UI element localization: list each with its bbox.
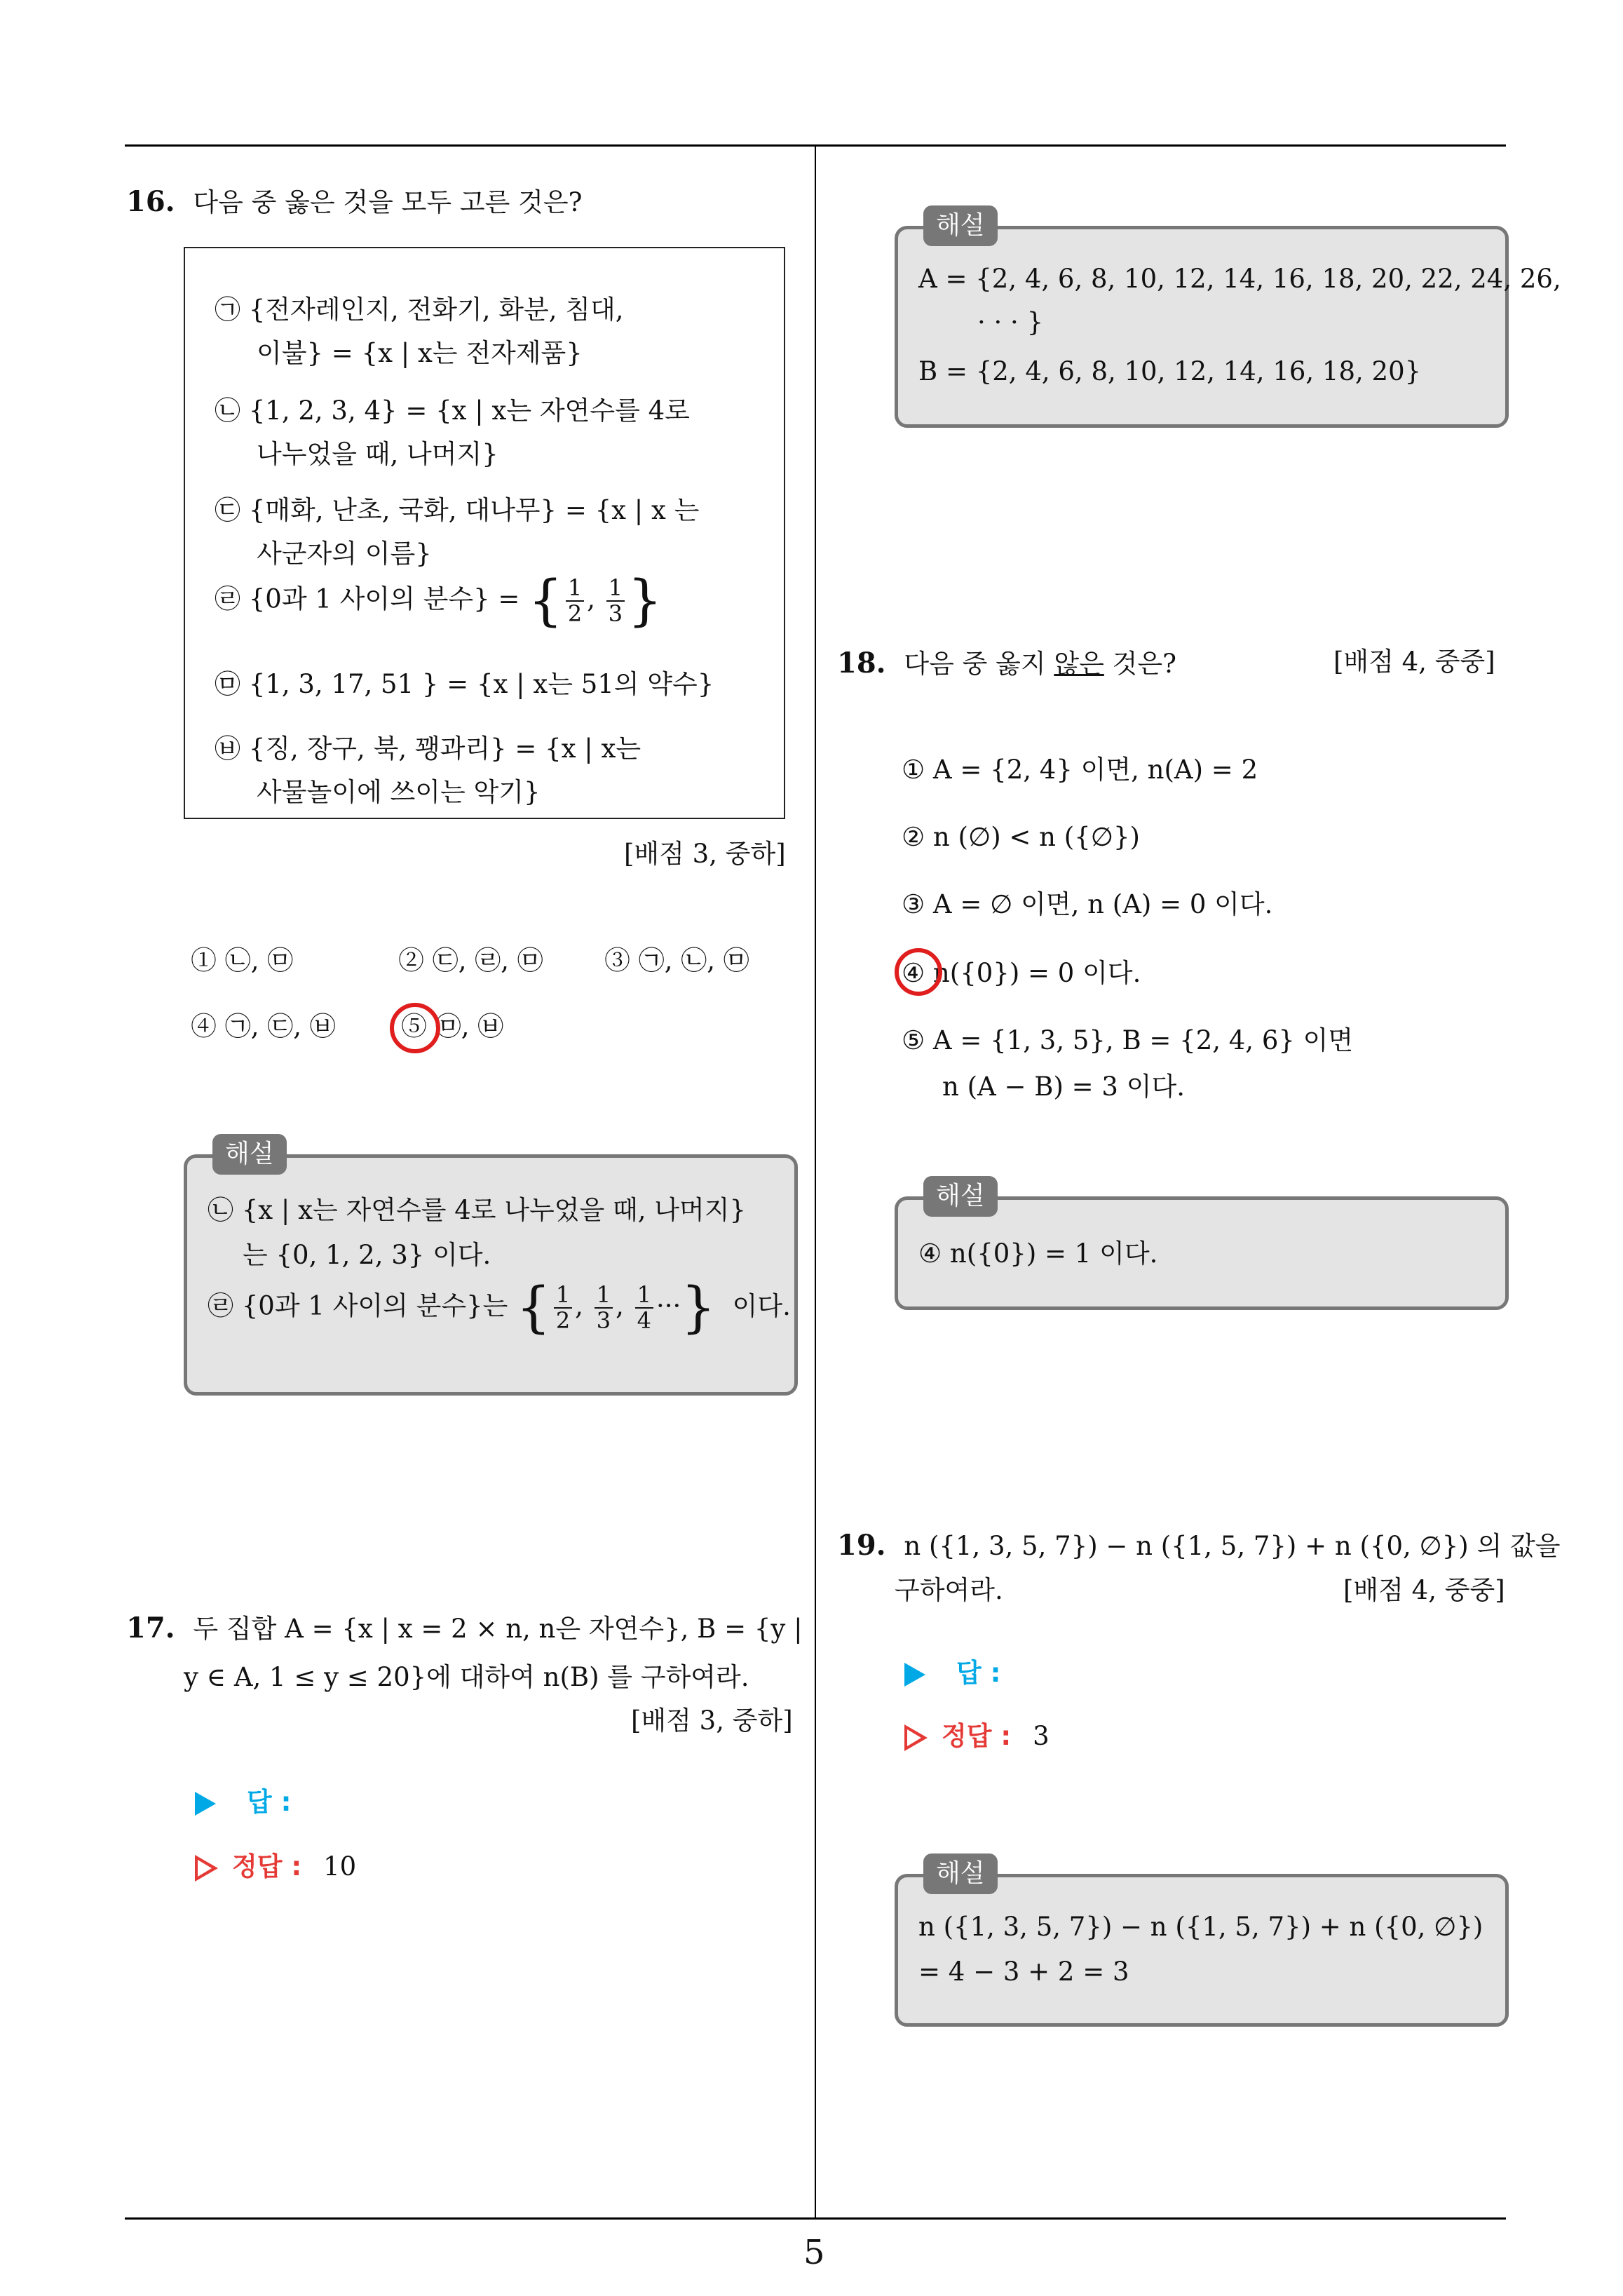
q18-option-5b: n (A − B) = 3 이다. [942, 1072, 1185, 1102]
denominator: 2 [555, 1307, 571, 1334]
q18-text-underlined: 않은 [1054, 649, 1104, 679]
q16-item-b2: 나누었을 때, 나머지} [257, 439, 498, 469]
q19-line1 [837, 1525, 1560, 1567]
solution-label: 해설 [212, 1134, 287, 1175]
brace-open: { [516, 1276, 551, 1339]
q19-solution-box [895, 1859, 1509, 2027]
q17-answer-row [195, 1783, 291, 1822]
denominator: 3 [596, 1307, 611, 1334]
solution-label: 해설 [923, 1176, 998, 1217]
q18-option-1[interactable]: ① A = {2, 4} 이면, n(A) = 2 [902, 755, 1258, 785]
denominator: 4 [637, 1307, 651, 1334]
q16-item-c1: ㉢ {매화, 난초, 국화, 대나무} = {x | x 는 [215, 495, 700, 525]
solution-label: 해설 [923, 1853, 998, 1894]
q19-solution-line1: n ({1, 3, 5, 7}) − n ({1, 5, 7}) + n ({0, ∅}) [918, 1912, 1483, 1942]
page-number: 5 [803, 2233, 825, 2272]
q18-option-5a[interactable]: ⑤ A = {1, 3, 5}, B = {2, 4, 6} 이면 [902, 1025, 1354, 1055]
q18-score: [배점 4, 중중] [1333, 647, 1495, 677]
q16-text: 다음 중 옳은 것을 모두 고른 것은? [193, 187, 583, 217]
q17-number: 17. [126, 1612, 175, 1645]
q16-item-f1: ㉥ {징, 장구, 북, 꽹과리} = {x | x는 [215, 734, 641, 764]
q18-solution-line1: ④ n({0}) = 1 이다. [918, 1238, 1158, 1269]
correct-value: 3 [1033, 1721, 1050, 1751]
bottom-rule [125, 2217, 1506, 2220]
q18-number: 18. [837, 647, 886, 680]
correct-label: 정답 : [232, 1851, 302, 1882]
q16-item-a2: 이불} = {x | x는 전자제품} [257, 338, 583, 368]
outline-triangle-icon [904, 1724, 928, 1751]
q16-choice-1[interactable]: ① ㉡, ㉤ [191, 945, 294, 975]
q17-text-1: 두 집합 A = {x | x = 2 × n, n은 자연수}, B = {y | [193, 1614, 803, 1644]
q17-score: [배점 3, 중하] [631, 1706, 793, 1736]
q16-choice-5[interactable]: ⑤ ㉤, ㉥ [401, 1011, 504, 1041]
brace-close: } [627, 569, 663, 633]
q17-line1 [126, 1607, 803, 1649]
fraction [554, 1283, 572, 1333]
answer-label: 답 : [247, 1787, 292, 1817]
numerator: 1 [554, 1283, 572, 1309]
q16-solution-line3: ㉣ {0과 1 사이의 분수}는 { $\frac{1}{2}$ , $\frac{1}{3}$ , $\frac{1}{4}$ ···} 이다. [208, 1276, 791, 1339]
solution-label: 해설 [923, 205, 998, 246]
q16-item-d: ㉣ {0과 1 사이의 분수} = { $\frac{1}{2}$ , $\frac{1}{3}$ } [215, 569, 663, 633]
numerator: 1 [566, 576, 584, 602]
q16-solution-line1: ㉡ {x | x는 자연수를 4로 나누었을 때, 나머지} [208, 1195, 747, 1225]
q16-item-f2: 사물놀이에 쓰이는 악기} [257, 777, 541, 807]
brace-close: } [681, 1276, 716, 1339]
brace-open: { [528, 569, 563, 633]
q16-header [126, 181, 582, 223]
answer-circle-mark [895, 948, 942, 996]
column-divider [815, 144, 816, 2219]
q16-score: [배점 3, 중하] [624, 839, 786, 869]
q17-line2: y ∈ A, 1 ≤ y ≤ 20}에 대하여 n(B) 를 구하여라. [184, 1662, 749, 1692]
q19-answer-row [904, 1654, 1000, 1693]
q16-number: 16. [126, 185, 175, 218]
q18-text-pre: 다음 중 옳지 [904, 649, 1054, 679]
answer-label: 답 : [956, 1658, 1001, 1688]
q16-solution-line2: 는 {0, 1, 2, 3} 이다. [243, 1240, 491, 1270]
answer-circle-mark [390, 1003, 440, 1053]
q16-item-b1: ㉡ {1, 2, 3, 4} = {x | x는 자연수를 4로 [215, 396, 690, 426]
fraction [566, 576, 584, 626]
q16-item-a1: ㉠ {전자레인지, 전화기, 화분, 침대, [215, 295, 624, 325]
q18-header [837, 642, 1176, 684]
q16-solution-line3-text: ㉣ {0과 1 사이의 분수}는 [208, 1290, 508, 1321]
numerator: 1 [606, 576, 625, 602]
correct-label: 정답 : [942, 1721, 1012, 1751]
q16-choice-2[interactable]: ② ㉢, ㉣, ㉤ [398, 945, 543, 975]
numerator: 1 [595, 1283, 613, 1309]
play-triangle-icon [195, 1792, 216, 1816]
q19-line2: 구하여라. [895, 1575, 1003, 1605]
q18-text-post: 것은? [1103, 649, 1176, 679]
play-triangle-icon [904, 1663, 925, 1687]
q16-solution-line3-end: 이다. [732, 1290, 791, 1321]
q16-item-c2: 사군자의 이름} [257, 539, 432, 569]
q16-item-e: ㉤ {1, 3, 17, 51 } = {x | x는 51의 약수} [215, 669, 714, 699]
q16-choice-4[interactable]: ④ ㉠, ㉢, ㉥ [191, 1011, 336, 1041]
outline-triangle-icon [195, 1855, 218, 1882]
q19-number: 19. [837, 1529, 886, 1562]
fraction [635, 1283, 653, 1333]
q16-choice-3[interactable]: ③ ㉠, ㉡, ㉤ [604, 945, 749, 975]
q19-score: [배점 4, 중중] [1343, 1575, 1505, 1605]
q19-correct-row [904, 1717, 1050, 1756]
denominator: 3 [608, 600, 623, 627]
numerator: 1 [635, 1283, 653, 1309]
q18-option-2[interactable]: ② n (∅) < n ({∅}) [902, 822, 1140, 852]
q17-solution-line3: B = {2, 4, 6, 8, 10, 12, 14, 16, 18, 20} [918, 356, 1422, 386]
denominator: 2 [567, 600, 583, 627]
q17-correct-row [195, 1847, 356, 1886]
q18-option-4[interactable]: ④ n({0}) = 0 이다. [902, 958, 1141, 988]
correct-value: 10 [323, 1851, 357, 1882]
fraction [595, 1283, 613, 1333]
q17-solution-line2: · · · } [977, 307, 1044, 337]
fraction [606, 576, 625, 626]
q19-solution-line2: = 4 − 3 + 2 = 3 [918, 1957, 1129, 1987]
q18-option-3[interactable]: ③ A = ∅ 이면, n (A) = 0 이다. [902, 889, 1273, 919]
q19-text-1: n ({1, 3, 5, 7}) − n ({1, 5, 7}) + n ({0, ∅}) 의 값을 [904, 1531, 1561, 1561]
q16-item-d-text: ㉣ {0과 1 사이의 분수} = [215, 583, 520, 614]
q17-solution-line1: A = {2, 4, 6, 8, 10, 12, 14, 16, 18, 20, 22, 24, 26, [918, 264, 1561, 294]
